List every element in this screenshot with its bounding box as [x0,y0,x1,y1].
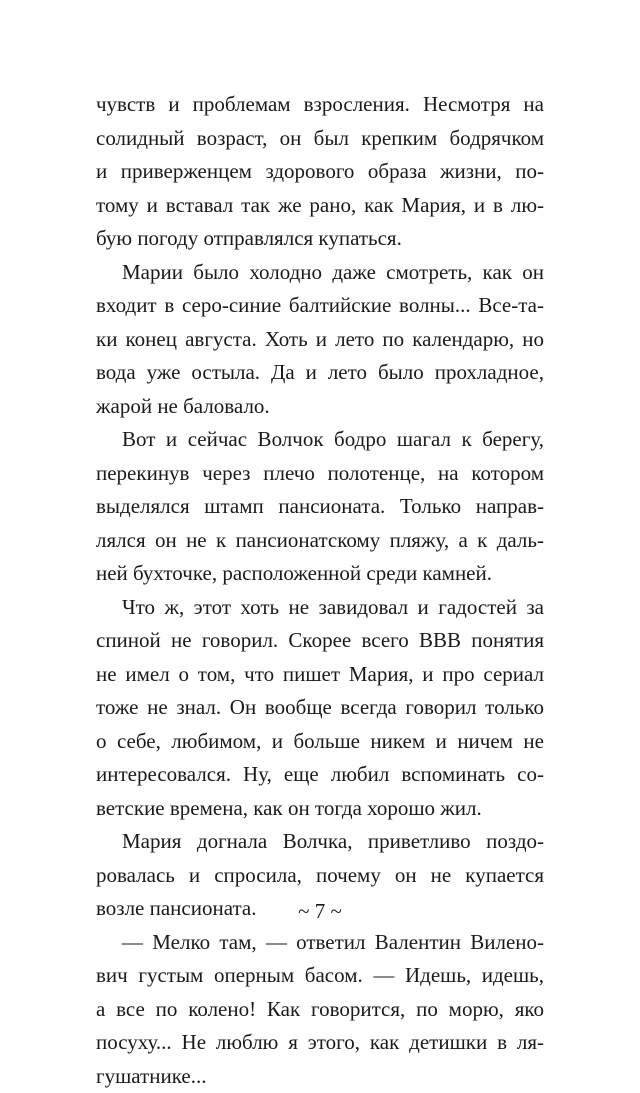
text-line: Мария догнала Волчка, приветливо поздо- [96,825,544,859]
text-line: ветские времена, как он тогда хорошо жил. [96,792,544,826]
paragraph-2 [96,256,544,424]
text-line: ки конец августа. Хоть и лето по календарю, но [96,323,544,357]
text-line: перекинув через плечо полотенце, на котором [96,457,544,491]
text-line: гушатнике... [96,1060,544,1093]
text-line: выделялся штамп пансионата. Только направ- [96,490,544,524]
text-line: Вот и сейчас Волчок бодро шагал к берегу, [96,423,544,457]
text-line: чувств и проблемам взросления. Несмотря на [96,88,544,122]
text-line: — Мелко там, — ответил Валентин Виленo- [96,926,544,960]
text-line: Что ж, этот хоть не завидовал и гадостей за [96,591,544,625]
text-line: лялся он не к пансионатскому пляжу, а к даль- [96,524,544,558]
text-line: солидный возраст, он был крепким бодрячком [96,122,544,156]
text-line: интересовался. Ну, еще любил вспоминать со- [96,758,544,792]
text-line: о себе, любимом, и больше никем и ничем не [96,725,544,759]
text-line: тому и вставал так же рано, как Мария, и в лю- [96,189,544,223]
text-line: вич густым оперным басом. — Идешь, идешь, [96,959,544,993]
paragraph-6 [96,926,544,1093]
page-number: ~ 7 ~ [0,896,640,926]
text-line: возле пансионата. [96,892,544,926]
text-line: тоже не знал. Он вообще всегда говорил только [96,691,544,725]
text-line: жарой не баловало. [96,390,544,424]
text-line: не имел о том, что пишет Мария, и про сериал [96,658,544,692]
text-line: входит в серо-синие балтийские волны... Все-та- [96,289,544,323]
paragraph-3 [96,423,544,591]
text-line: бую погоду отправлялся купаться. [96,222,544,256]
paragraph-1 [96,88,544,256]
text-line: спиной не говорил. Скорее всего ВВВ понятия [96,624,544,658]
text-line: Марии было холодно даже смотреть, как он [96,256,544,290]
text-line: посуху... Не люблю я этого, как детишки в ля- [96,1026,544,1060]
text-line: ровалась и спросила, почему он не купается [96,859,544,893]
text-line: ней бухточке, расположенной среди камней. [96,557,544,591]
text-line: и приверженцем здорового образа жизни, по- [96,155,544,189]
paragraph-4 [96,591,544,826]
text-line: вода уже остыла. Да и лето было прохладное, [96,356,544,390]
text-line: а все по колено! Как говорится, по морю, яко [96,993,544,1027]
body-text [96,88,544,1093]
